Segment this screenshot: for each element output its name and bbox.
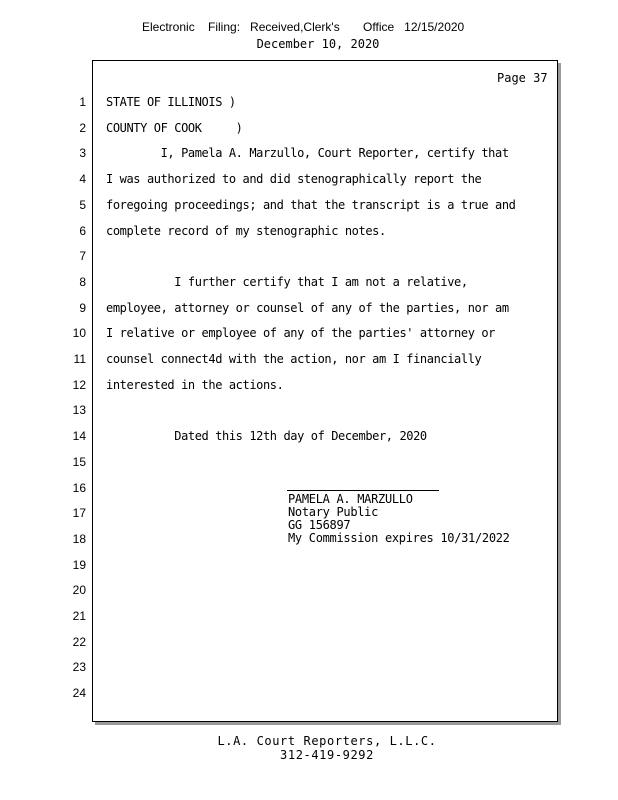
footer-phone: 312-419-9292 bbox=[280, 748, 374, 762]
line-number: 9 bbox=[79, 301, 86, 315]
header-date: December 10, 2020 bbox=[256, 37, 380, 51]
line-number: 10 bbox=[72, 326, 86, 340]
line-text: STATE OF ILLINOIS ) bbox=[106, 95, 236, 109]
line-text: I further certify that I am not a relative, bbox=[106, 275, 468, 289]
line-number: 13 bbox=[72, 403, 86, 417]
line-number: 18 bbox=[72, 532, 86, 546]
footer-company: L.A. Court Reporters, L.L.C. bbox=[217, 734, 437, 748]
line-text: COUNTY OF COOK ) bbox=[106, 121, 243, 135]
signature-name: PAMELA A. MARZULLO bbox=[288, 492, 413, 506]
line-number: 22 bbox=[72, 635, 86, 649]
line-number: 16 bbox=[72, 481, 86, 495]
line-number: 12 bbox=[72, 378, 86, 392]
line-number: 7 bbox=[79, 249, 86, 263]
line-text: employee, attorney or counsel of any of the parties, nor am bbox=[106, 301, 509, 315]
line-number: 23 bbox=[72, 660, 86, 674]
line-number: 11 bbox=[73, 352, 86, 366]
filing-stamp: Electronic Filing: Received,Clerk's Office 12/15/2020 bbox=[142, 20, 465, 34]
line-text: I, Pamela A. Marzullo, Court Reporter, certify that bbox=[106, 146, 509, 160]
line-number: 1 bbox=[79, 95, 86, 109]
line-number: 19 bbox=[72, 558, 86, 572]
line-text: I was authorized to and did stenographically report the bbox=[106, 172, 482, 186]
line-number: 21 bbox=[72, 609, 86, 623]
line-number: 6 bbox=[79, 224, 86, 238]
line-number: 4 bbox=[79, 172, 86, 186]
line-text: complete record of my stenographic notes. bbox=[106, 224, 386, 238]
line-number: 14 bbox=[72, 429, 86, 443]
signature-commission: My Commission expires 10/31/2022 bbox=[288, 531, 510, 545]
signature-line bbox=[287, 490, 439, 491]
line-number: 20 bbox=[72, 583, 86, 597]
line-text: I relative or employee of any of the parties' attorney or bbox=[106, 326, 496, 340]
line-text: foregoing proceedings; and that the transcript is a true and bbox=[106, 198, 516, 212]
line-number: 3 bbox=[79, 146, 86, 160]
line-number: 15 bbox=[72, 455, 86, 469]
signature-id: GG 156897 bbox=[288, 518, 351, 532]
line-text: counsel connect4d with the action, nor am I financially bbox=[106, 352, 482, 366]
line-number: 24 bbox=[72, 686, 86, 700]
line-number: 8 bbox=[79, 275, 86, 289]
line-number: 5 bbox=[79, 198, 86, 212]
line-number: 17 bbox=[72, 506, 86, 520]
line-number: 2 bbox=[79, 121, 86, 135]
signature-title: Notary Public bbox=[288, 505, 379, 519]
line-text: Dated this 12th day of December, 2020 bbox=[106, 429, 427, 443]
page-number: Page 37 bbox=[497, 71, 548, 85]
line-text: interested in the actions. bbox=[106, 378, 284, 392]
